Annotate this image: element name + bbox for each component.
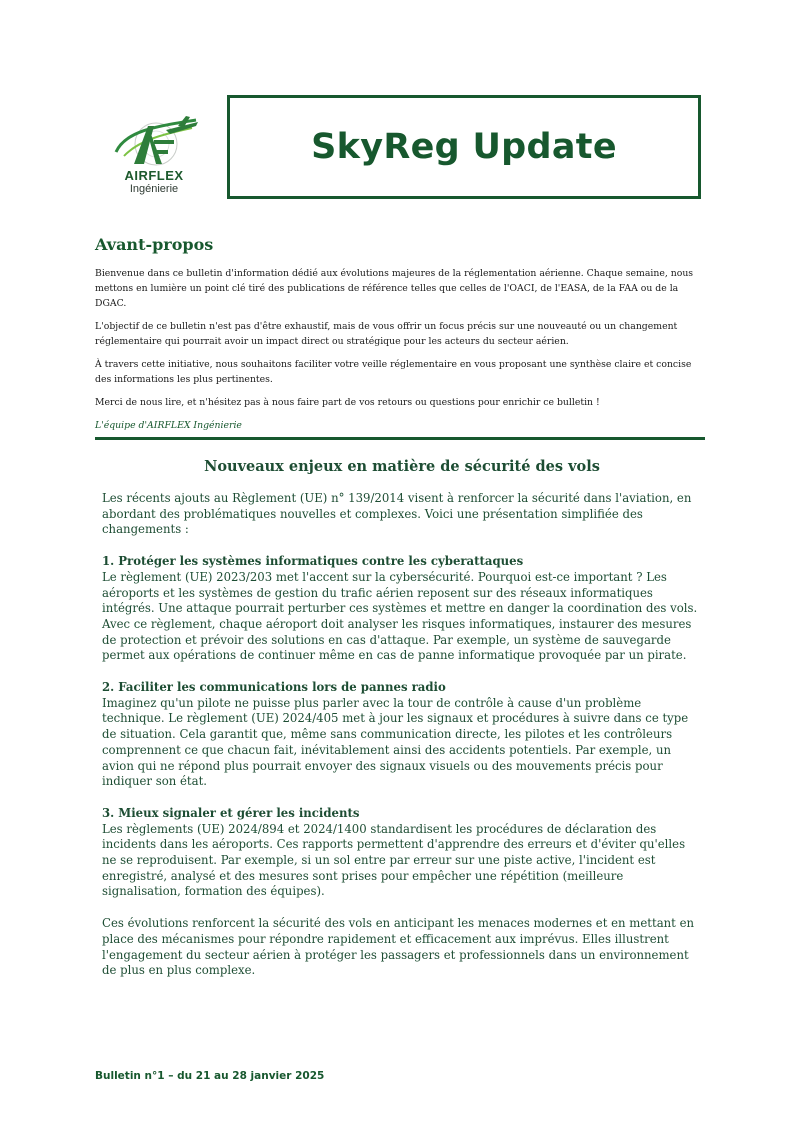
article-conclusion: Ces évolutions renforcent la sécurité des vols en anticipant les menaces modernes et en mettant en place des mécanismes pour répondre rapidement et efficacement aux imprévus. Elles illustrent l'engagement du secteur aérien à protéger les passagers et professionnels dans un environnement de plus en plus complexe.	[102, 916, 695, 978]
subsection-title: 1. Protéger les systèmes informatiques contre les cyberattaques	[102, 554, 524, 569]
title-frame	[227, 95, 701, 199]
article-subsection	[102, 806, 702, 900]
airplane-logo-icon	[104, 112, 204, 172]
article-intro: Les récents ajouts au Règlement (UE) n° 139/2014 visent à renforcer la sécurité dans l'aviation, en abordant des problématiques nouvelles et complexes. Voici une présentation simplifiée des changements :	[102, 491, 692, 537]
article-title: Nouveaux enjeux en matière de sécurité des vols	[204, 458, 600, 475]
article-subsection	[102, 680, 702, 790]
foreword-paragraph: L'objectif de ce bulletin n'est pas d'être exhaustif, mais de vous offrir un focus précis sur une nouveauté ou un changement réglementaire qui pourrait avoir un impact direct ou stratégique pour les acteurs du secteur aérien.	[95, 321, 678, 347]
foreword-heading: Avant-propos	[95, 235, 214, 254]
article-section	[102, 458, 702, 995]
logo-subtitle: Ingénierie	[129, 183, 179, 195]
bulletin-footer: Bulletin n°1 – du 21 au 28 janvier 2025	[95, 1070, 325, 1082]
subsection-body: Les règlements (UE) 2024/894 et 2024/1400 standardisent les procédures de déclaration des incidents dans les aéroports. Ces rapports permettent d'apprendre des erreurs et d'éviter qu'elles ne se reproduisent. Par exemple, si un sol entre par erreur sur une piste active, l'incident est enregistré, analysé et des mesures sont prises pour empêcher une répétition (meilleure signalisation, formation des équipes).	[102, 821, 686, 899]
article-subsection	[102, 554, 702, 664]
foreword-paragraph: À travers cette initiative, nous souhaitons faciliter votre veille réglementaire en vous proposant une synthèse claire et concise des informations les plus pertinentes.	[95, 359, 692, 385]
company-logo	[104, 112, 204, 198]
section-divider	[95, 437, 705, 440]
subsection-title: 2. Faciliter les communications lors de pannes radio	[102, 680, 446, 695]
subsection-title: 3. Mieux signaler et gérer les incidents	[102, 805, 360, 820]
logo-wordmark: AIRFLEX	[124, 168, 184, 183]
subsection-body: Imaginez qu'un pilote ne puisse plus parler avec la tour de contrôle à cause d'un problème technique. Le règlement (UE) 2024/405 met à jour les signaux et procédures à suivre dans ce type de situation. Cela garantit que, même sans communication directe, les pilotes et les contrôleurs comprennent ce que chacun fait, inévitablement ainsi des accidents potentiels. Par exemple, un avion qui ne répond plus pourrait envoyer des signaux visuels ou des mouvements précis pour indiquer son état.	[102, 695, 689, 789]
foreword-section	[95, 235, 707, 441]
foreword-paragraph: Merci de nous lire, et n'hésitez pas à nous faire part de vos retours ou questions pour enrichir ce bulletin !	[95, 397, 600, 408]
foreword-paragraph: Bienvenue dans ce bulletin d'information dédié aux évolutions majeures de la réglementation aérienne. Chaque semaine, nous mettons en lumière un point clé tiré des publications de référence telles que celles de l'OACI, de l'EASA, de la FAA ou de la DGAC.	[95, 268, 694, 309]
subsection-body: Le règlement (UE) 2023/203 met l'accent sur la cybersécurité. Pourquoi est-ce important ? Les aéroports et les systèmes de gestion du trafic aérien reposent sur des réseaux informatiques intégrés. Une attaque pourrait perturber ces systèmes et mettre en danger la coordination des vols. Avec ce règlement, chaque aéroport doit analyser les risques informatiques, instaurer des mesures de protection et prévoir des solutions en cas d'attaque. Par exemple, un système de sauvegarde permet aux opérations de continuer même en cas de panne informatique provoquée par un pirate.	[102, 569, 698, 663]
page-title: SkyReg Update	[311, 127, 617, 167]
foreword-signature: L'équipe d'AIRFLEX Ingénierie	[95, 420, 242, 431]
